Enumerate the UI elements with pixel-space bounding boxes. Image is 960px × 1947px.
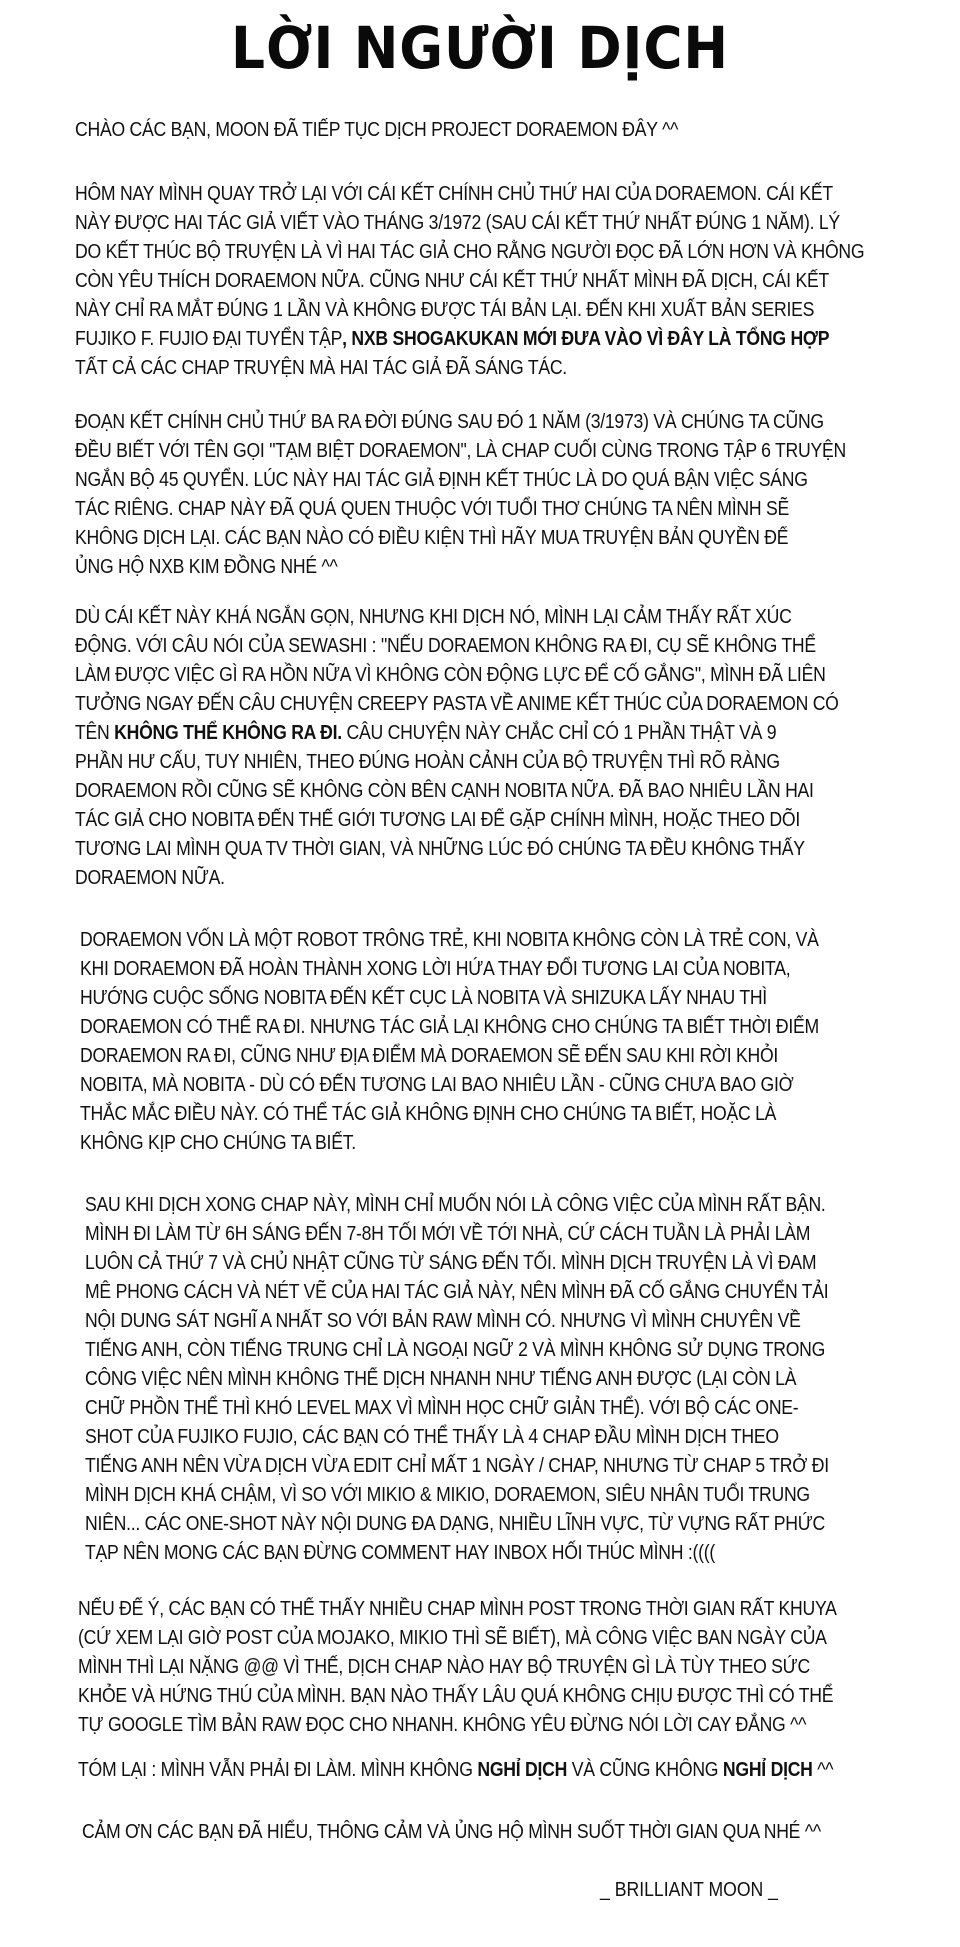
text-line: HÔM NAY MÌNH QUAY TRỞ LẠI VỚI CÁI KẾT CHÍNH CHỦ THỨ HAI CỦA DORAEMON. CÁI KẾT: [75, 182, 833, 205]
text-line: ĐOẠN KẾT CHÍNH CHỦ THỨ BA RA ĐỜI ĐÚNG SAU ĐÓ 1 NĂM (3/1973) VÀ CHÚNG TA CŨNG: [75, 410, 824, 433]
text-line: DORAEMON RỒI CŨNG SẼ KHÔNG CÒN BÊN CẠNH NOBITA NỮA. ĐÃ BAO NHIÊU LẦN HAI: [75, 779, 814, 802]
text-line: MÌNH THÌ LẠI NẶNG @@ VÌ THẾ, DỊCH CHAP NÀO HAY BỘ TRUYỆN GÌ LÀ TÙY THEO SỨC: [78, 1655, 810, 1678]
text-line: LUÔN CẢ THỨ 7 VÀ CHỦ NHẬT CŨNG TỪ SÁNG ĐẾN TỐI. MÌNH DỊCH TRUYỆN LÀ VÌ ĐAM: [85, 1251, 817, 1274]
text-line: KHÔNG DỊCH LẠI. CÁC BẠN NÀO CÓ ĐIỀU KIỆN THÌ HÃY MUA TRUYỆN BẢN QUYỀN ĐỂ: [75, 526, 789, 549]
bold-emphasis: NGHỈ DỊCH: [722, 1758, 813, 1781]
text-line: SAU KHI DỊCH XONG CHAP NÀY, MÌNH CHỈ MUỐN NÓI LÀ CÔNG VIỆC CỦA MÌNH RẤT BẬN.: [85, 1193, 826, 1216]
text-line: NGẮN BỘ 45 QUYỂN. LÚC NÀY HAI TÁC GIẢ ĐỊNH KẾT THÚC LÀ DO QUÁ BẬN VIỆC SÁNG: [75, 468, 808, 491]
signature: _ BRILLIANT MOON _: [600, 1878, 778, 1901]
text-line: TÁC GIẢ CHO NOBITA ĐẾN THẾ GIỚI TƯƠNG LAI ĐỂ GẶP CHÍNH MÌNH, HOẶC THEO DÕI: [75, 808, 800, 831]
text-line: CÔNG VIỆC NÊN MÌNH KHÔNG THỂ DỊCH NHANH NHƯ TIẾNG ANH ĐƯỢC (LẠI CÒN LÀ: [85, 1367, 797, 1390]
text-line: TIẾNG ANH, CÒN TIẾNG TRUNG CHỈ LÀ NGOẠI NGỮ 2 VÀ MÌNH KHÔNG SỬ DỤNG TRONG: [85, 1338, 826, 1361]
text-line: MÌNH DỊCH KHÁ CHẬM, VÌ SO VỚI MIKIO & MIKIO, DORAEMON, SIÊU NHÂN TUỔI TRUNG: [85, 1483, 810, 1506]
text-line: KHÔNG KỊP CHO CHÚNG TA BIẾT.: [80, 1131, 356, 1154]
text-line: ĐỘNG. VỚI CÂU NÓI CỦA SEWASHI : "NẾU DORAEMON KHÔNG RA ĐI, CỤ SẼ KHÔNG THỂ: [75, 634, 816, 657]
text-line: ĐỀU BIẾT VỚI TÊN GỌI "TẠM BIỆT DORAEMON", LÀ CHAP CUỐI CÙNG TRONG TẬP 6 TRUYỆN: [75, 439, 846, 462]
text-line: SHOT CỦA FUJIKO FUJIO, CÁC BẠN CÓ THỂ THẤY LÀ 4 CHAP ĐẦU MÌNH DỊCH THEO: [85, 1425, 779, 1448]
bold-emphasis: , NXB SHOGAKUKAN MỚI ĐƯA VÀO VÌ ĐÂY LÀ TỔNG HỢP: [342, 327, 830, 350]
text-line: DORAEMON CÓ THỂ RA ĐI. NHƯNG TÁC GIẢ LẠI KHÔNG CHO CHÚNG TA BIẾT THỜI ĐIỂM: [80, 1015, 819, 1038]
text-line: TẤT CẢ CÁC CHAP TRUYỆN MÀ HAI TÁC GIẢ ĐÃ SÁNG TÁC.: [75, 356, 567, 379]
text-line: NÀY ĐƯỢC HAI TÁC GIẢ VIẾT VÀO THÁNG 3/1972 (SAU CÁI KẾT THỨ NHẤT ĐÚNG 1 NĂM). LÝ: [75, 211, 840, 234]
text-line: MÊ PHONG CÁCH VÀ NÉT VẼ CỦA HAI TÁC GIẢ NÀY, NÊN MÌNH ĐÃ CỐ GẮNG CHUYỂN TẢI: [85, 1280, 829, 1303]
text-line: TÊN KHÔNG THỂ KHÔNG RA ĐI. CÂU CHUYỆN NÀY CHẮC CHỈ CÓ 1 PHẦN THẬT VÀ 9: [75, 721, 777, 744]
text-line: HƯỚNG CUỘC SỐNG NOBITA ĐẾN KẾT CỤC LÀ NOBITA VÀ SHIZUKA LẤY NHAU THÌ: [80, 986, 767, 1009]
text-line: DÙ CÁI KẾT NÀY KHÁ NGẮN GỌN, NHƯNG KHI DỊCH NÓ, MÌNH LẠI CẢM THẤY RẤT XÚC: [75, 605, 792, 628]
text-line: TƯƠNG LAI MÌNH QUA TV THỜI GIAN, VÀ NHỮNG LÚC ĐÓ CHÚNG TA ĐỀU KHÔNG THẤY: [75, 837, 805, 860]
text-line: KHỎE VÀ HỨNG THÚ CỦA MÌNH. BẠN NÀO THẤY LÂU QUÁ KHÔNG CHỊU ĐƯỢC THÌ CÓ THỂ: [78, 1684, 834, 1707]
text-line: CẢM ƠN CÁC BẠN ĐÃ HIỂU, THÔNG CẢM VÀ ỦNG HỘ MÌNH SUỐT THỜI GIAN QUA NHÉ ^^: [82, 1820, 821, 1843]
text-line: FUJIKO F. FUJIO ĐẠI TUYỂN TẬP, NXB SHOGAKUKAN MỚI ĐƯA VÀO VÌ ĐÂY LÀ TỔNG HỢP: [75, 327, 830, 350]
text-line: THẮC MẮC ĐIỀU NÀY. CÓ THỂ TÁC GIẢ KHÔNG ĐỊNH CHO CHÚNG TA BIẾT, HOẶC LÀ: [80, 1102, 777, 1125]
text-line: NẾU ĐỂ Ý, CÁC BẠN CÓ THỂ THẤY NHIỀU CHAP MÌNH POST TRONG THỜI GIAN RẤT KHUYA: [78, 1597, 837, 1620]
text-line: NIÊN... CÁC ONE-SHOT NÀY NỘI DUNG ĐA DẠNG, NHIỀU LĨNH VỰC, TỪ VỰNG RẤT PHỨC: [85, 1512, 825, 1535]
text-line: (CỨ XEM LẠI GIỜ POST CỦA MOJAKO, MIKIO THÌ SẼ BIẾT), MÀ CÔNG VIỆC BAN NGÀY CỦA: [78, 1626, 827, 1649]
text-line: TÓM LẠI : MÌNH VẪN PHẢI ĐI LÀM. MÌNH KHÔNG NGHỈ DỊCH VÀ CŨNG KHÔNG NGHỈ DỊCH ^^: [78, 1758, 834, 1781]
text-line: CHÀO CÁC BẠN, MOON ĐÃ TIẾP TỤC DỊCH PROJECT DORAEMON ĐÂY ^^: [75, 118, 679, 141]
text-line: NÀY CHỈ RA MẮT ĐÚNG 1 LẦN VÀ KHÔNG ĐƯỢC TÁI BẢN LẠI. ĐẾN KHI XUẤT BẢN SERIES: [75, 298, 815, 321]
text-line: DO KẾT THÚC BỘ TRUYỆN LÀ VÌ HAI TÁC GIẢ CHO RẰNG NGƯỜI ĐỌC ĐÃ LỚN HƠN VÀ KHÔNG: [75, 240, 865, 263]
text-line: DORAEMON VỐN LÀ MỘT ROBOT TRÔNG TRẺ, KHI NOBITA KHÔNG CÒN LÀ TRẺ CON, VÀ: [80, 928, 819, 951]
text-line: TIẾNG ANH NÊN VỪA DỊCH VỪA EDIT CHỈ MẤT 1 NGÀY / CHAP, NHƯNG TỪ CHAP 5 TRỞ ĐI: [85, 1454, 829, 1477]
bold-emphasis: NGHỈ DỊCH: [477, 1758, 568, 1781]
text-line: KHI DORAEMON ĐÃ HOÀN THÀNH XONG LỜI HỨA THAY ĐỔI TƯƠNG LAI CỦA NOBITA,: [80, 957, 791, 980]
text-line: CÒN YÊU THÍCH DORAEMON NỮA. CŨNG NHƯ CÁI KẾT THỨ NHẤT MÌNH ĐÃ DỊCH, CÁI KẾT: [75, 269, 829, 292]
text-line: DORAEMON RA ĐI, CŨNG NHƯ ĐỊA ĐIỂM MÀ DORAEMON SẼ ĐẾN SAU KHI RỜI KHỎI: [80, 1044, 779, 1067]
text-line: ỦNG HỘ NXB KIM ĐỒNG NHÉ ^^: [75, 555, 338, 578]
text-line: TÁC RIÊNG. CHAP NÀY ĐÃ QUÁ QUEN THUỘC VỚI TUỔI THƠ CHÚNG TA NÊN MÌNH SẼ: [75, 497, 789, 520]
page-title: LỜI NGƯỜI DỊCH: [231, 14, 729, 82]
text-line: TƯỞNG NGAY ĐẾN CÂU CHUYỆN CREEPY PASTA VỀ ANIME KẾT THÚC CỦA DORAEMON CÓ: [75, 692, 839, 715]
text-line: TỰ GOOGLE TÌM BẢN RAW ĐỌC CHO NHANH. KHÔNG YÊU ĐỪNG NÓI LỜI CAY ĐẮNG ^^: [78, 1713, 807, 1736]
bold-emphasis: KHÔNG THỂ KHÔNG RA ĐI.: [114, 721, 342, 744]
text-line: LÀM ĐƯỢC VIỆC GÌ RA HỒN NỮA VÌ KHÔNG CÒN ĐỘNG LỰC ĐỂ CỐ GẮNG", MÌNH ĐÃ LIÊN: [75, 663, 826, 686]
text-line: DORAEMON NỮA.: [75, 866, 225, 889]
text-line: NOBITA, MÀ NOBITA - DÙ CÓ ĐẾN TƯƠNG LAI BAO NHIÊU LẦN - CŨNG CHƯA BAO GIỜ: [80, 1073, 794, 1096]
text-line: MÌNH ĐI LÀM TỪ 6H SÁNG ĐẾN 7-8H TỐI MỚI VỀ TỚI NHÀ, CỨ CÁCH TUẦN LÀ PHẢI LÀM: [85, 1222, 811, 1245]
text-line: PHẦN HƯ CẤU, TUY NHIÊN, THEO ĐÚNG HOÀN CẢNH CỦA BỘ TRUYỆN THÌ RÕ RÀNG: [75, 750, 780, 773]
text-line: CHỮ PHỒN THỂ THÌ KHÓ LEVEL MAX VÌ MÌNH HỌC CHỮ GIẢN THỂ). VỚI BỘ CÁC ONE-: [85, 1396, 799, 1419]
text-line: TẠP NÊN MONG CÁC BẠN ĐỪNG COMMENT HAY INBOX HỐI THÚC MÌNH :((((: [85, 1541, 715, 1564]
text-line: NỘI DUNG SÁT NGHĨ A NHẤT SO VỚI BẢN RAW MÌNH CÓ. NHƯNG VÌ MÌNH CHUYÊN VỀ: [85, 1309, 801, 1332]
